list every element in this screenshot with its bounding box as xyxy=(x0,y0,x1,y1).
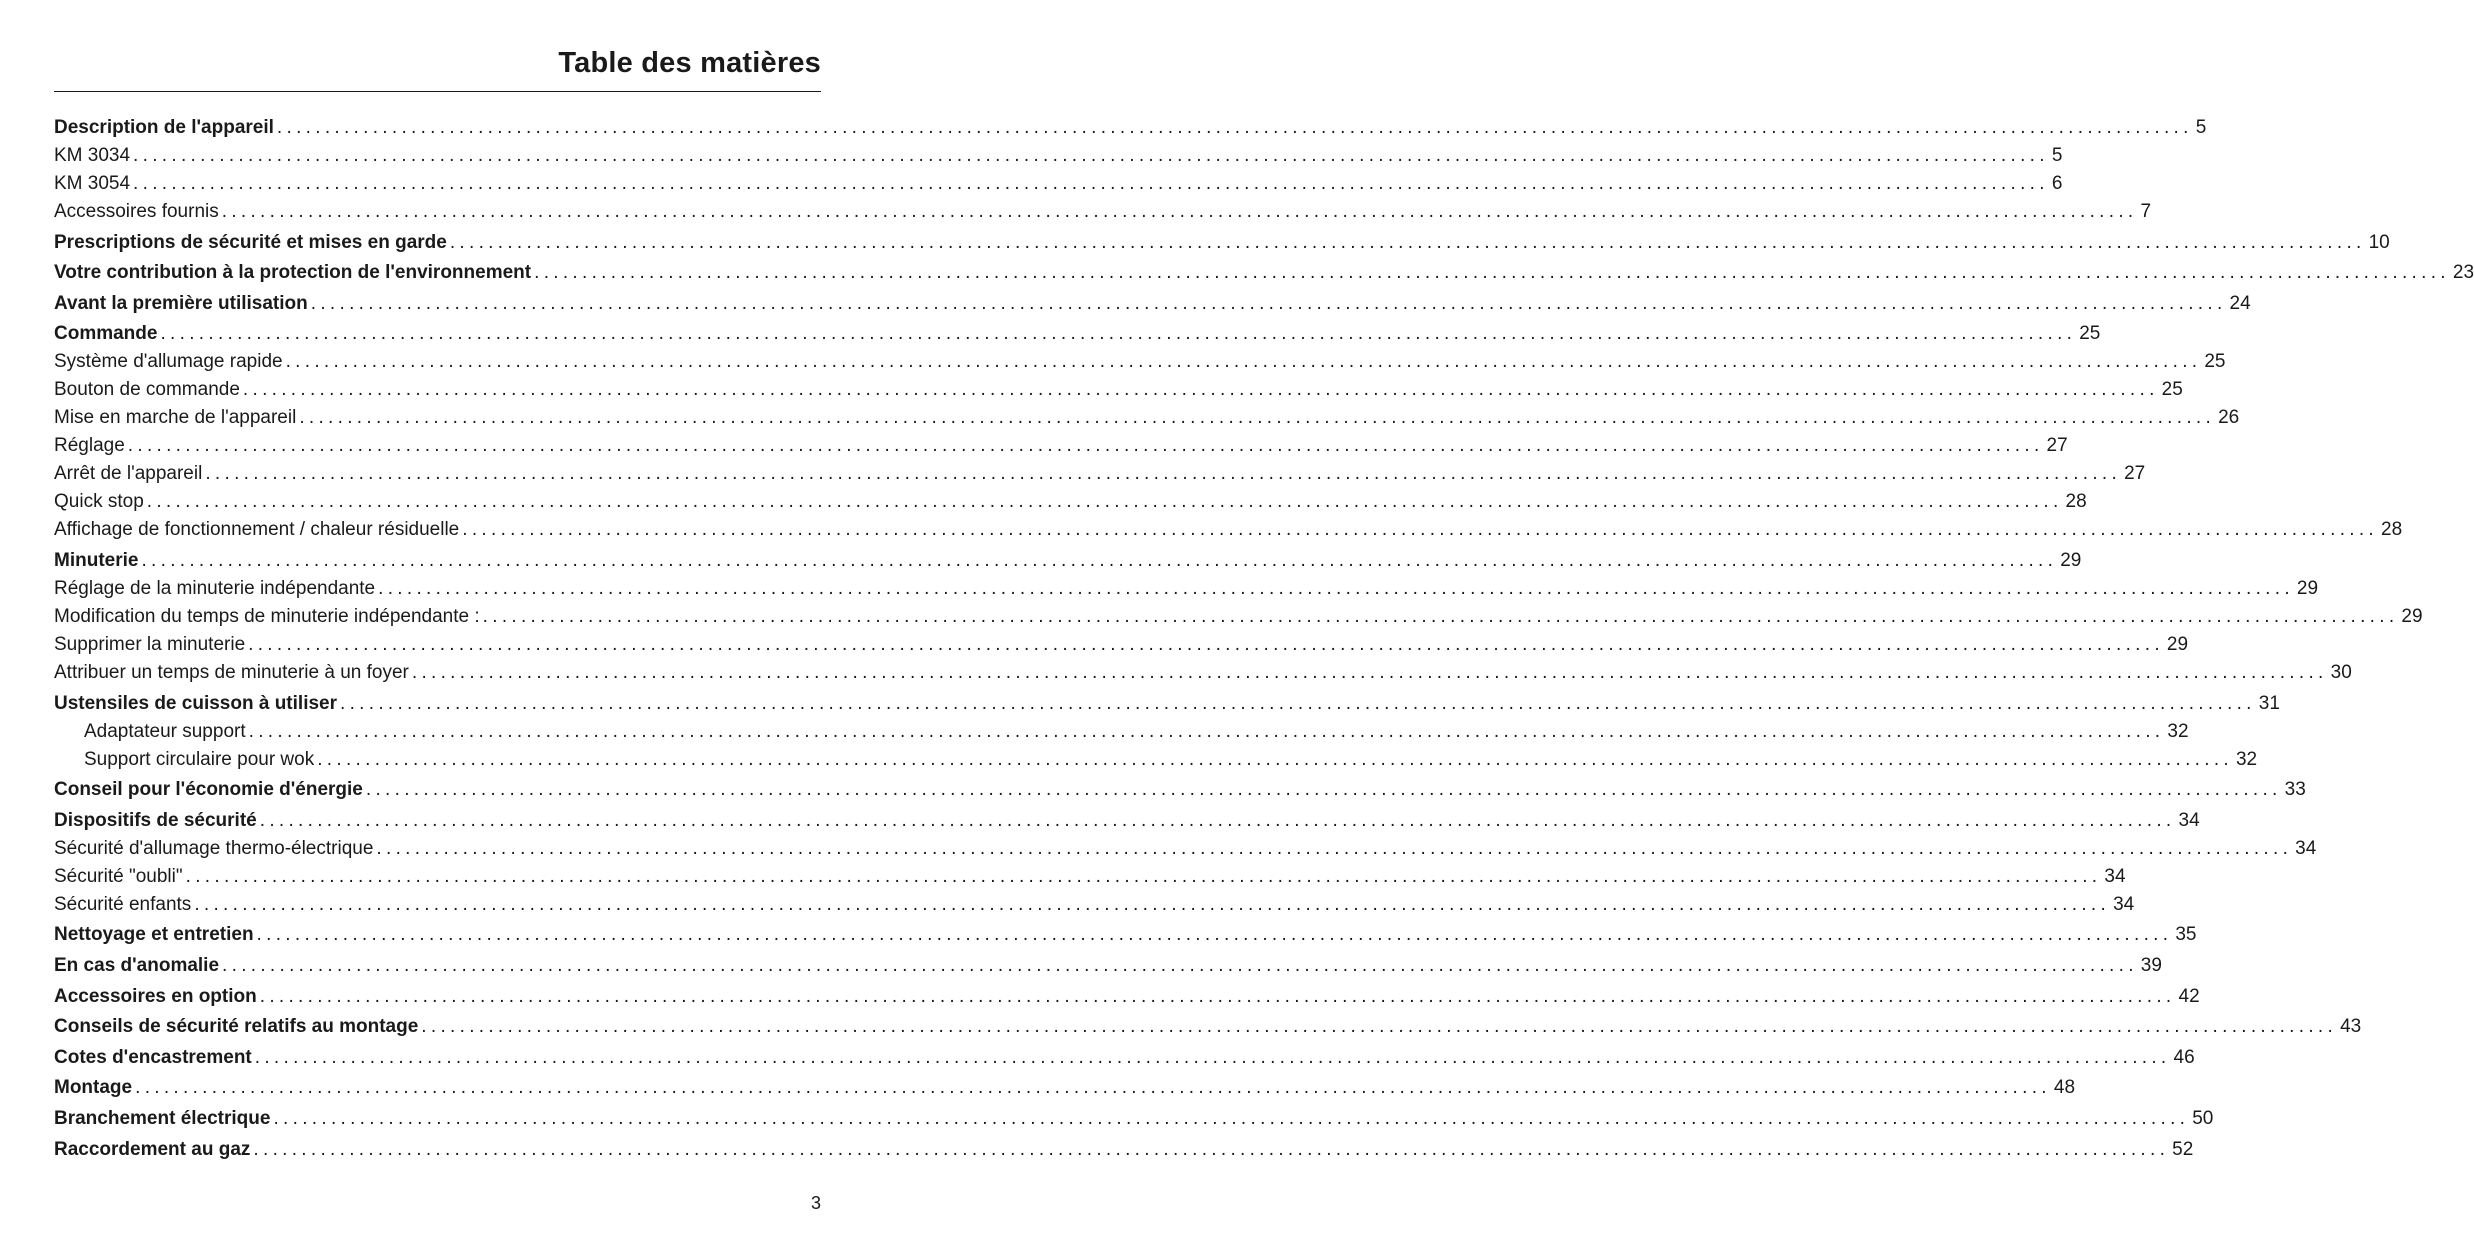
toc-entry-page-number: 24 xyxy=(2229,292,2251,314)
toc-entry[interactable] xyxy=(54,891,2135,919)
dot-leader: ........................................................................................................................................................................................................ xyxy=(256,924,2173,946)
toc-entry[interactable] xyxy=(54,603,2423,631)
toc-entry[interactable] xyxy=(54,746,2258,774)
dot-leader: ........................................................................................................................................................................................................ xyxy=(276,117,2193,138)
toc-entry-title: Accessoires fournis xyxy=(54,201,219,222)
toc-entry[interactable] xyxy=(54,776,2306,804)
dot-leader: ........................................................................................................................................................................................................ xyxy=(482,605,2399,627)
dot-leader: ........................................................................................................................................................................................................ xyxy=(194,893,2111,915)
toc-entry-title: Adaptateur support xyxy=(84,720,246,742)
toc-entry[interactable] xyxy=(54,807,2200,835)
toc-entry[interactable] xyxy=(54,1013,2362,1041)
toc-entry-page-number: 34 xyxy=(2295,837,2317,859)
toc-entry-title: Montage xyxy=(54,1077,133,1099)
toc-entry-page-number: 5 xyxy=(2051,145,2063,166)
toc-entry-page-number: 32 xyxy=(2235,748,2258,770)
toc-entry-title: Quick stop xyxy=(54,491,144,513)
toc-entry-title: Minuterie xyxy=(54,549,139,571)
toc-entry[interactable] xyxy=(54,718,2189,746)
toc-entry[interactable] xyxy=(54,516,2403,544)
toc-entry-page-number: 28 xyxy=(2065,491,2087,513)
dot-leader: ........................................................................................................................................................................................................ xyxy=(378,577,2294,599)
toc-entry-page-number: 32 xyxy=(2167,720,2189,742)
dot-leader: ........................................................................................................................................................................................................ xyxy=(248,633,2164,655)
toc-entry[interactable] xyxy=(54,863,2126,891)
toc-entry[interactable] xyxy=(54,142,2063,170)
toc-entry[interactable] xyxy=(54,921,2197,949)
toc-entry[interactable] xyxy=(54,659,2352,687)
toc-entry[interactable] xyxy=(54,170,2063,198)
toc-entry-title: Sécurité d'allumage thermo-électrique xyxy=(54,837,374,859)
dot-leader: ........................................................................................................................................................................................................ xyxy=(259,985,2176,1007)
toc-entry-title: Votre contribution à la protection de l'environnement xyxy=(54,262,532,284)
toc-entry[interactable] xyxy=(54,690,2280,718)
toc-entry[interactable] xyxy=(54,835,2317,863)
toc-entry[interactable] xyxy=(54,547,2082,575)
toc-entry-page-number: 31 xyxy=(2258,692,2280,714)
toc-entry-title: Ustensiles de cuisson à utiliser xyxy=(54,692,337,714)
dot-leader: ........................................................................................................................................................................................................ xyxy=(141,549,2058,571)
toc-entry-page-number: 26 xyxy=(2218,407,2240,429)
toc-entry-title: Support circulaire pour wok xyxy=(84,748,315,770)
toc-entry-page-number: 34 xyxy=(2113,893,2135,915)
toc-entry-title: Sécurité enfants xyxy=(54,893,192,915)
toc-entry[interactable] xyxy=(54,1074,2076,1102)
page-number: 3 xyxy=(810,1193,821,1213)
toc-entry-page-number: 35 xyxy=(2175,924,2197,946)
dot-leader: ........................................................................................................................................................................................................ xyxy=(146,491,2063,513)
dot-leader: ........................................................................................................................................................................................................ xyxy=(133,145,2049,166)
toc-entry-title: Mise en marche de l'appareil xyxy=(54,407,297,429)
toc-entry-title: Arrêt de l'appareil xyxy=(54,463,203,485)
toc-entry-title: Bouton de commande xyxy=(54,379,240,401)
toc-entry[interactable] xyxy=(54,952,2162,980)
dot-leader: ........................................................................................................................................................................................................ xyxy=(376,837,2293,859)
dot-leader: ........................................................................................................................................................................................................ xyxy=(411,661,2328,683)
toc-entry-page-number: 7 xyxy=(2140,201,2152,222)
toc-entry-title: Système d'allumage rapide xyxy=(54,351,283,373)
dot-leader: ........................................................................................................................................................................................................ xyxy=(449,231,2366,253)
toc-entry-title: Conseil pour l'économie d'énergie xyxy=(54,779,363,801)
toc-entry[interactable] xyxy=(54,198,2152,226)
toc-entry-page-number: 25 xyxy=(2204,351,2226,373)
toc-entry-title: Réglage de la minuterie indépendante xyxy=(54,577,376,599)
dot-leader: ........................................................................................................................................................................................................ xyxy=(135,1077,2051,1099)
toc-entry-page-number: 5 xyxy=(2195,117,2207,138)
toc-entry-title: KM 3054 xyxy=(54,173,131,194)
toc-entry-page-number: 50 xyxy=(2192,1107,2214,1129)
dot-leader: ........................................................................................................................................................................................................ xyxy=(127,435,2044,457)
toc-entry-page-number: 27 xyxy=(2124,463,2146,485)
dot-leader: ........................................................................................................................................................................................................ xyxy=(259,809,2176,831)
dot-leader: ........................................................................................................................................................................................................ xyxy=(421,1016,2338,1038)
title-divider xyxy=(54,91,821,92)
dot-leader: ........................................................................................................................................................................................................ xyxy=(310,292,2227,314)
toc-entry-page-number: 29 xyxy=(2401,605,2423,627)
toc-entry-title: En cas d'anomalie xyxy=(54,954,220,976)
toc-entry-page-number: 33 xyxy=(2284,779,2306,801)
dot-leader: ........................................................................................................................................................................................................ xyxy=(340,692,2256,714)
toc-entry-page-number: 29 xyxy=(2060,549,2082,571)
toc-entry-title: Raccordement au gaz xyxy=(54,1138,251,1160)
dot-leader: ........................................................................................................................................................................................................ xyxy=(221,201,2138,222)
toc-entry-title: Description de l'appareil xyxy=(54,117,274,138)
toc-entry-page-number: 43 xyxy=(2340,1016,2362,1038)
dot-leader: ........................................................................................................................................................................................................ xyxy=(317,748,2233,770)
dot-leader: ........................................................................................................................................................................................................ xyxy=(185,865,2102,887)
dot-leader: ........................................................................................................................................................................................................ xyxy=(248,720,2165,742)
toc-entry-page-number: 46 xyxy=(2173,1046,2195,1068)
dot-leader: ........................................................................................................................................................................................................ xyxy=(365,779,2282,801)
toc-entry-page-number: 23 xyxy=(2452,262,2474,284)
toc-entry-page-number: 34 xyxy=(2178,809,2200,831)
dot-leader: ........................................................................................................................................................................................................ xyxy=(205,463,2122,485)
toc-entry-title: KM 3034 xyxy=(54,145,131,166)
toc-entry-page-number: 25 xyxy=(2161,379,2183,401)
toc-entry[interactable] xyxy=(54,1136,2194,1164)
toc-entry[interactable] xyxy=(54,404,2240,432)
toc-entry-title: Cotes d'encastrement xyxy=(54,1046,252,1068)
dot-leader: ........................................................................................................................................................................................................ xyxy=(253,1138,2170,1160)
toc-entry-title: Prescriptions de sécurité et mises en garde xyxy=(54,231,447,253)
toc-entry[interactable] xyxy=(54,432,2068,460)
toc-entry[interactable] xyxy=(54,983,2200,1011)
toc-entry-page-number: 30 xyxy=(2330,661,2352,683)
toc-entry[interactable] xyxy=(54,376,2183,404)
toc-entry[interactable] xyxy=(54,320,2101,348)
dot-leader: ........................................................................................................................................................................................................ xyxy=(254,1046,2171,1068)
toc-entry[interactable] xyxy=(54,460,2146,488)
toc-entry-title: Accessoires en option xyxy=(54,985,257,1007)
toc-entry-page-number: 34 xyxy=(2104,865,2126,887)
dot-leader: ........................................................................................................................................................................................................ xyxy=(273,1107,2190,1129)
toc-entry[interactable] xyxy=(54,488,2087,516)
toc-entry-page-number: 6 xyxy=(2051,173,2063,194)
toc-entry-page-number: 25 xyxy=(2079,323,2101,345)
toc-entry-page-number: 10 xyxy=(2368,231,2390,253)
page-title: Table des matières xyxy=(558,47,821,79)
toc-entry[interactable] xyxy=(54,575,2319,603)
dot-leader: ........................................................................................................................................................................................................ xyxy=(133,173,2049,194)
toc-entry-title: Conseils de sécurité relatifs au montage xyxy=(54,1016,419,1038)
toc-entry-page-number: 42 xyxy=(2178,985,2200,1007)
toc-entry[interactable] xyxy=(54,114,2207,142)
dot-leader: ........................................................................................................................................................................................................ xyxy=(462,519,2379,541)
toc-entry-title: Branchement électrique xyxy=(54,1107,271,1129)
toc-entry-page-number: 29 xyxy=(2166,633,2189,655)
toc-entry-title: Sécurité "oubli" xyxy=(54,865,183,887)
toc-entry[interactable] xyxy=(54,348,2226,376)
toc-entry-title: Réglage xyxy=(54,435,125,457)
toc-entry-page-number: 28 xyxy=(2381,519,2403,541)
toc-entry-page-number: 39 xyxy=(2140,954,2162,976)
dot-leader: ........................................................................................................................................................................................................ xyxy=(299,407,2216,429)
table-of-contents xyxy=(54,114,2474,1164)
dot-leader: ........................................................................................................................................................................................................ xyxy=(534,262,2450,284)
toc-entry-title: Affichage de fonctionnement / chaleur résiduelle xyxy=(54,519,460,541)
toc-entry-page-number: 27 xyxy=(2046,435,2068,457)
toc-entry[interactable] xyxy=(54,1105,2214,1133)
toc-entry-title: Nettoyage et entretien xyxy=(54,924,254,946)
toc-entry[interactable] xyxy=(54,631,2189,659)
dot-leader: ........................................................................................................................................................................................................ xyxy=(222,954,2138,976)
toc-entry-title: Commande xyxy=(54,323,158,345)
dot-leader: ........................................................................................................................................................................................................ xyxy=(160,323,2077,345)
toc-entry-title: Attribuer un temps de minuterie à un foyer xyxy=(54,661,409,683)
toc-entry[interactable] xyxy=(54,259,2474,287)
dot-leader: ........................................................................................................................................................................................................ xyxy=(285,351,2202,373)
toc-entry-title: Supprimer la minuterie xyxy=(54,633,246,655)
toc-entry-page-number: 48 xyxy=(2053,1077,2076,1099)
toc-entry-page-number: 29 xyxy=(2296,577,2319,599)
toc-entry-title: Avant la première utilisation xyxy=(54,292,308,314)
toc-entry[interactable] xyxy=(54,290,2251,318)
toc-entry-title: Dispositifs de sécurité xyxy=(54,809,257,831)
toc-entry-title: Modification du temps de minuterie indépendante : xyxy=(54,605,480,627)
dot-leader: ........................................................................................................................................................................................................ xyxy=(242,379,2159,401)
toc-entry-page-number: 52 xyxy=(2172,1138,2194,1160)
toc-entry[interactable] xyxy=(54,229,2390,257)
toc-entry[interactable] xyxy=(54,1044,2195,1072)
